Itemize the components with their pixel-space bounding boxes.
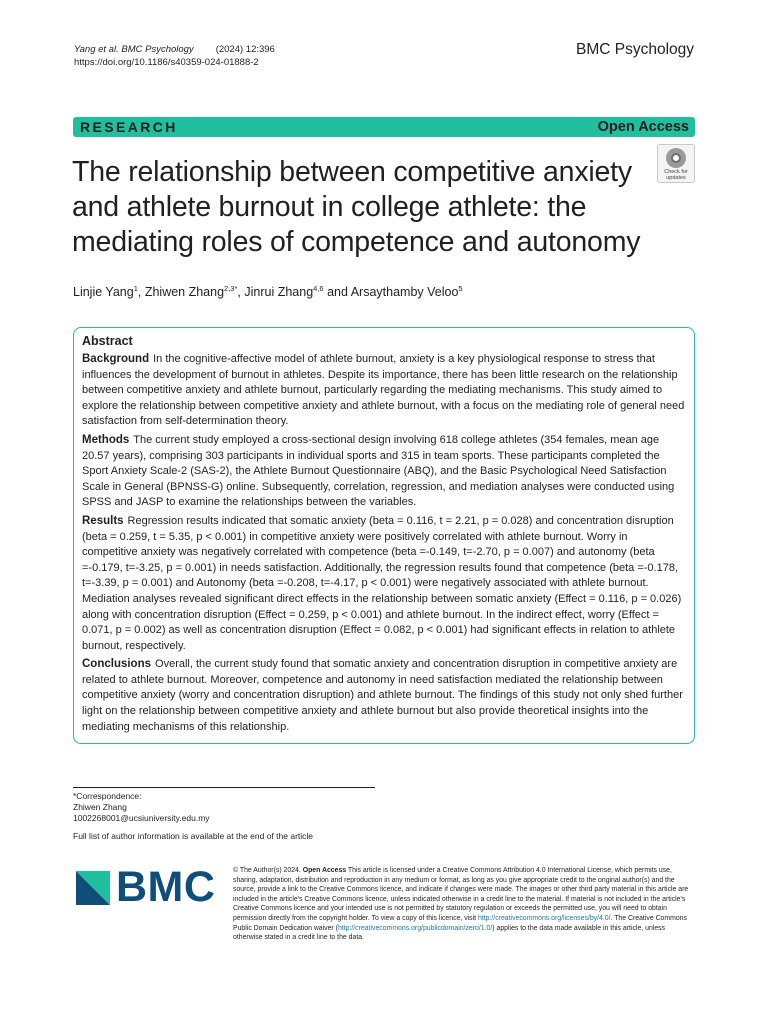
bmc-logo-mark-icon — [76, 871, 110, 905]
author-list — [73, 284, 463, 299]
author-affiliation-sup: 1 — [133, 284, 138, 293]
citation-header — [74, 43, 275, 69]
check-for-updates-button[interactable] — [657, 144, 695, 183]
license-open-access: Open Access — [302, 867, 347, 874]
section-label: RESEARCH — [80, 119, 178, 135]
author-affiliation-sup: 4,6 — [313, 284, 324, 293]
check-updates-icon — [666, 148, 686, 168]
doi-link[interactable]: https://doi.org/10.1186/s40359-024-01888-2 — [74, 57, 259, 68]
bmc-logo — [76, 863, 216, 911]
license-text: . The Creative Commons Public Domain Dedication waiver ( — [233, 914, 687, 932]
check-updates-label: Check for updates — [664, 169, 688, 181]
abstract-text: Overall, the current study found that somatic anxiety and concentration disruption in competitive anxiety are related to athlete burnout. Moreover, competence and autonomy in need satisfaction mediated the relationship between competitive anxiety (worry and concentration disruption) and athlete burnout. The findings of this study not only shed further light on the relationship between competitive anxiety and athlete burnout but also provide theoretical insights into the mediating mechanisms of this relationship. — [82, 658, 683, 733]
abstract-section-methods — [82, 433, 686, 511]
abstract-section-background — [82, 352, 686, 430]
license-text: This article is licensed under a Creative Commons Attribution 4.0 International License, which permits use, sharing, adaptation, distribution and reproduction in any medium or format, as long as you give appropriate credit to the original author(s) and the source, provide a link to the Creative Commons licence, and indicate if changes were made. The images or other third party material in this article are included in the article's Creative Commons licence, unless indicated otherwise in a credit line to the material. If material is not included in the article's Creative Commons licence and your intended use is not permitted by statutory regulation or exceeds the permitted use, you will need to obtain permission directly from the copyright holder. To view a copy of this licence, visit — [233, 867, 689, 922]
author-name: Jinrui Zhang — [244, 285, 314, 299]
correspondence-name: Zhiwen Zhang — [73, 802, 127, 812]
abstract-label: Background — [82, 353, 150, 365]
abstract-text: In the cognitive-affective model of athlete burnout, anxiety is a key physiological response to stress that influences the development of burnout in athletes. Despite its importance, there has been little research on the relationship between competitive anxiety and athlete burnout, particularly regarding the mediating mechanisms. This study aimed to explore the relationship between competitive anxiety and athlete burnout, with a focus on the mediating role of general need satisfaction from self-determination theory. — [82, 353, 685, 428]
abstract-label: Results — [82, 514, 124, 527]
author-name: Linjie Yang — [73, 285, 134, 299]
license-copyright: © The Author(s) 2024. — [233, 867, 301, 874]
abstract-heading: Abstract — [82, 334, 133, 348]
journal-name: BMC Psychology — [575, 41, 694, 58]
citation-authors: Yang et al. BMC Psychology — [74, 44, 194, 55]
abstract-section-conclusions — [82, 657, 686, 735]
correspondence-label: *Correspondence: — [73, 791, 142, 801]
article-title: The relationship between competitive anxiety and athlete burnout in college athlete: the mediating roles of competence and autonomy — [72, 156, 641, 258]
abstract-label: Methods — [82, 433, 130, 446]
abstract-section-results — [82, 514, 686, 654]
author-affiliation-sup: 5 — [458, 284, 463, 293]
license-cc-by-link[interactable]: http://creativecommons.org/licenses/by/4.0/ — [477, 914, 611, 922]
author-name: Zhiwen Zhang — [144, 285, 225, 299]
author-info-note: Full list of author information is available at the end of the article — [73, 831, 314, 841]
license-cc0-link[interactable]: http://creativecommons.org/publicdomain/zero/1.0/ — [337, 924, 493, 932]
author-separator: , — [237, 285, 245, 299]
abstract-label: Conclusions — [82, 658, 152, 671]
section-banner — [73, 117, 695, 137]
citation-year: (2024) 12:396 — [215, 44, 275, 55]
bmc-logo-wordmark: BMC — [116, 863, 216, 911]
abstract-text: The current study employed a cross-sectional design involving 618 college athletes (354 females, mean age 20.57 years), comprising 303 participants in individual sports and 315 in team sports. These participants completed the Sport Anxiety Scale-2 (SAS-2), the Athlete Burnout Questionnaire (ABQ), and the Basic Psychological Need Satisfaction Scale in General (BPNSS-G) online. Subsequently, correlation, regression, and mediation analyses were conducted using SPSS and JASP to examine the relationships between the variables. — [82, 433, 675, 509]
abstract-box — [73, 327, 695, 744]
citation-line — [74, 43, 275, 56]
license-text: ) applies to the data made available in this article, unless otherwise stated in a credit line to the data. — [233, 924, 666, 942]
license-statement — [233, 866, 695, 943]
correspondence-email[interactable]: 1002268001@ucsiuniversity.edu.my — [73, 813, 210, 823]
correspondence-block — [73, 791, 210, 824]
author-name: Arsaythamby Veloo — [350, 285, 459, 299]
correspondence-divider — [73, 787, 375, 788]
author-separator: , — [137, 285, 145, 299]
author-affiliation-sup: 2,3* — [224, 284, 238, 293]
abstract-text: Regression results indicated that somatic anxiety (beta = 0.116, t = 2.21, p = 0.028) and concentration disruption (beta = 0.259, t = 5.35, p < 0.001) in competitive anxiety were positively correlated with athlete burnout. Worry in competitive anxiety was negatively correlated with competence (beta =-0.149, t=-2.70, p = 0.007) and autonomy (beta =-0.179, t=-3.25, p = 0.001) in needs satisfaction. Additionally, the regression results found that competence (beta =-0.178, t=-3.39, p = 0.001) and Autonomy (beta =-0.208, t=-4.17, p < 0.001) were negatively associated with athlete burnout. Mediation analyses revealed significant direct effects in the relationship between somatic anxiety (Effect = 0.116, p = 0.026) along with concentration disruption (Effect = 0.259, p < 0.001) and athlete burnout. In the indirect effect, worry (Effect = 0.071, p = 0.002) as well as concentration disruption (Effect = 0.082, p < 0.001) had significant effects in relation to athlete burnout, respectively. — [82, 514, 682, 652]
author-separator: and — [323, 285, 351, 299]
open-access-label: Open Access — [597, 119, 689, 135]
